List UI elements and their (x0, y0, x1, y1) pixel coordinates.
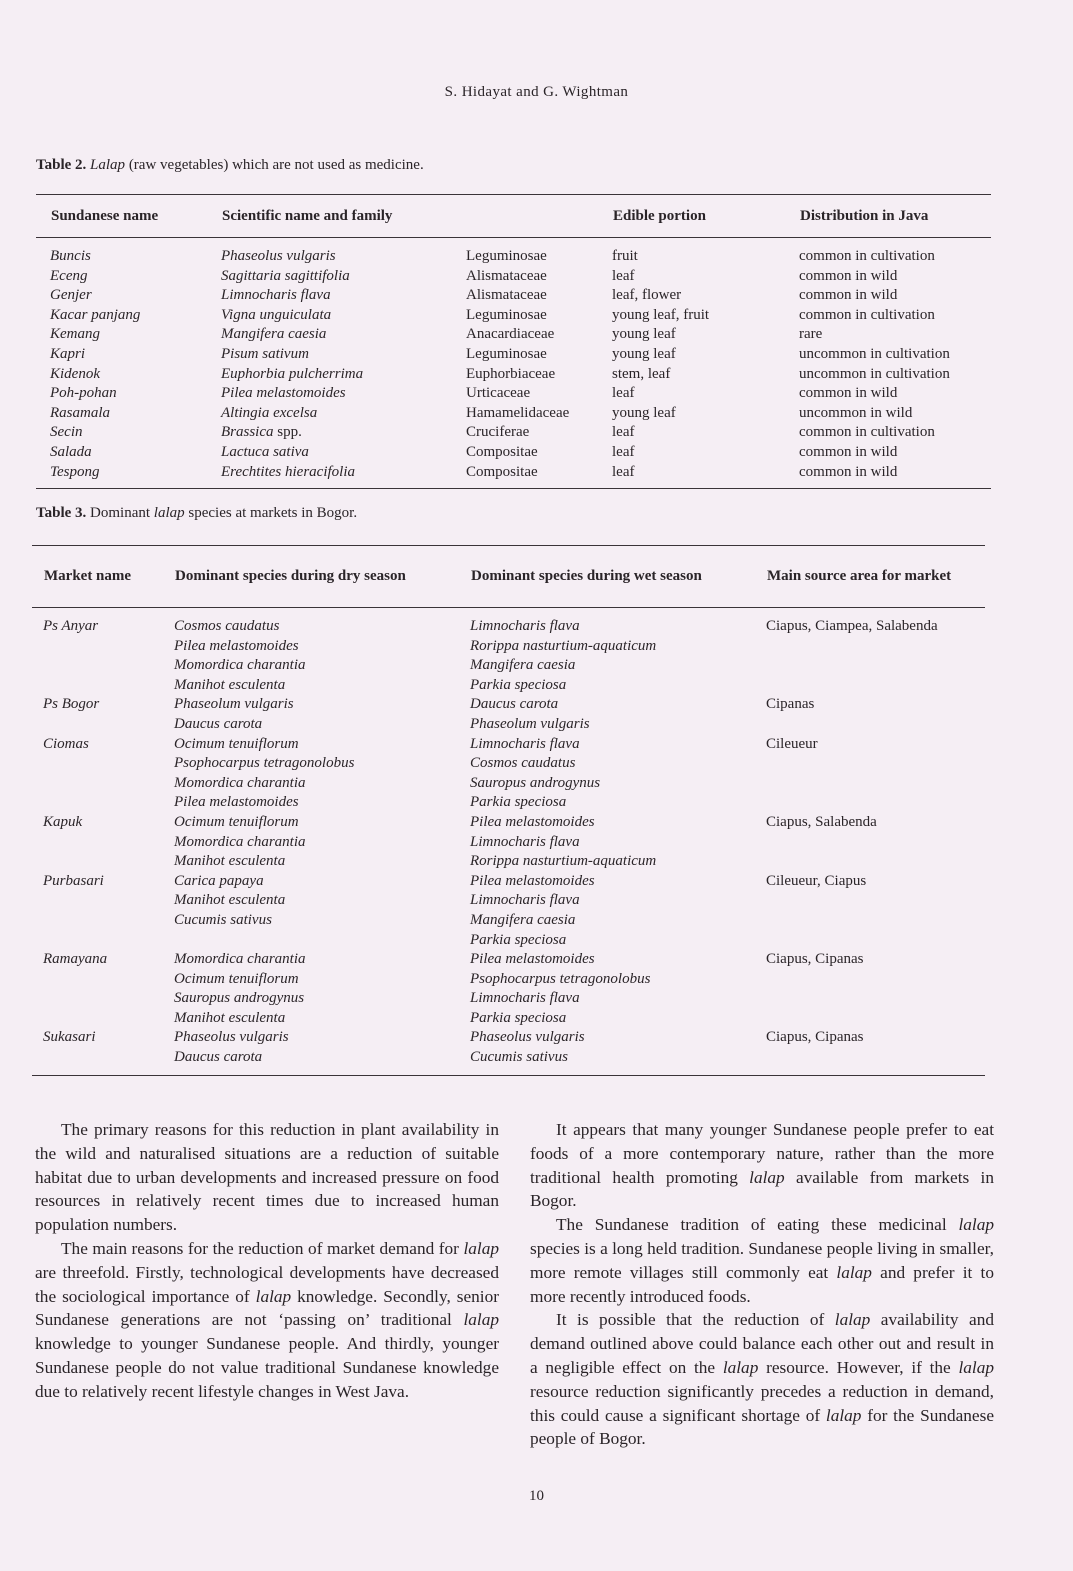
sundanese-name: Kidenok (50, 365, 100, 382)
page-number: 10 (529, 1488, 544, 1504)
family-name: Leguminosae (466, 306, 547, 323)
text-run: The Sundanese tradition of eating these medicinal (556, 1215, 959, 1235)
species-name: Parkia speciosa (470, 931, 567, 948)
species-name: Psophocarpus tetragonolobus (470, 970, 651, 987)
paragraph (530, 1118, 994, 1213)
spacer-cell (36, 345, 50, 365)
scientific-name (221, 345, 466, 365)
species-name: Limnocharis flava (470, 618, 580, 634)
table-row (32, 950, 985, 1028)
family-name: Leguminosae (466, 248, 547, 264)
text-run: It is possible that the reduction of (556, 1310, 835, 1330)
species-name: Momordica charantia (174, 833, 306, 850)
table2-caption (36, 157, 424, 174)
species-name: Momordica charantia (174, 774, 306, 791)
species-name: Parkia speciosa (470, 794, 567, 811)
distribution: common in wild (799, 443, 898, 460)
wet-season-species (470, 872, 766, 950)
table2-caption-italic: Lalap (90, 157, 126, 173)
spacer-cell (36, 306, 50, 326)
species-name: Limnocharis flava (470, 990, 580, 1007)
sundanese-name: Tespong (50, 463, 100, 480)
species-name: Manihot esculenta (174, 1009, 286, 1026)
spacer-cell (32, 813, 43, 872)
text-run: available from markets in Bogor. (530, 1167, 994, 1211)
source-area: Cipanas (766, 696, 815, 713)
species-name: Parkia speciosa (470, 676, 567, 693)
species-name: Psophocarpus tetragonolobus (174, 755, 355, 772)
source-area: Cileueur (766, 735, 818, 752)
species-name: Cucumis sativus (174, 911, 272, 928)
family-name: Cruciferae (466, 424, 530, 441)
italic-term: lalap (958, 1215, 994, 1235)
market-name: Ps Bogor (43, 696, 100, 713)
scientific-binomial: Limnocharis flava (221, 287, 331, 304)
scientific-binomial: Erechtites hieracifolia (221, 463, 355, 480)
distribution: common in cultivation (799, 424, 935, 441)
table2-header-row (36, 194, 991, 238)
wet-season-species (470, 735, 766, 813)
scientific-binomial: Mangifera caesia (221, 326, 327, 343)
table-row (36, 423, 991, 443)
family-name: Urticaceae (466, 385, 531, 402)
sundanese-name: Kapri (50, 345, 86, 362)
paragraph (530, 1308, 994, 1451)
species-name: Pilea melastomoides (174, 794, 299, 811)
wet-season-species (470, 1028, 766, 1067)
body-column-left (35, 1118, 499, 1404)
dry-season-species (174, 950, 470, 1028)
italic-term: lalap (722, 1357, 759, 1377)
distribution: common in cultivation (799, 248, 935, 264)
sundanese-name: Kacar panjang (50, 306, 141, 323)
edible-portion: young leaf (612, 326, 676, 343)
table-row (36, 267, 991, 287)
spacer-cell (36, 238, 50, 267)
species-name: Sauropus androgynus (174, 990, 305, 1007)
paragraph (35, 1118, 499, 1237)
text-run: resource reduction significantly precedes a reduction in demand, this could cause a significant shortage of (530, 1381, 994, 1425)
wet-season-species (470, 813, 766, 872)
distribution: common in wild (799, 267, 898, 284)
scientific-binomial: Euphorbia pulcherrima (221, 365, 364, 382)
wet-season-species (470, 950, 766, 1028)
species-name: Cucumis sativus (470, 1049, 568, 1066)
distribution: common in wild (799, 385, 898, 402)
sundanese-name: Buncis (50, 248, 91, 264)
species-name: Parkia speciosa (470, 1009, 567, 1026)
species-name: Rorippa nasturtium-aquaticum (470, 637, 657, 654)
text-run: availability and demand outlined above could balance each other out and result in a negligible effect on the (530, 1310, 994, 1377)
table-row (36, 325, 991, 345)
edible-portion: young leaf (612, 404, 676, 421)
table3-bottom-rule (32, 1075, 985, 1076)
table3-header-dry: Dominant species during dry season (175, 568, 406, 584)
spacer-cell (32, 607, 43, 695)
scientific-name (221, 238, 466, 267)
italic-term: lalap (958, 1357, 994, 1377)
family-name: Hamamelidaceae (466, 404, 570, 421)
family-name: Euphorbiaceae (466, 365, 556, 382)
italic-term: lalap (749, 1167, 785, 1187)
species-name: Mangifera caesia (470, 911, 576, 928)
table-row (32, 1028, 985, 1067)
text-run: resource. However, if the (758, 1357, 959, 1377)
table-row (32, 607, 985, 695)
body-column-right (530, 1118, 994, 1451)
species-name: Pilea melastomoides (470, 951, 595, 968)
sundanese-name: Poh-pohan (50, 385, 117, 402)
dry-season-species (174, 695, 470, 734)
market-name: Ramayana (43, 951, 108, 968)
species-name: Manihot esculenta (174, 892, 286, 909)
edible-portion: leaf (612, 424, 635, 441)
italic-term: lalap (836, 1262, 872, 1282)
sundanese-name: Eceng (50, 267, 88, 284)
paragraph (530, 1213, 994, 1308)
table3-header-row (32, 545, 985, 607)
table-row (36, 463, 991, 483)
edible-portion: leaf, flower (612, 287, 682, 304)
edible-portion: young leaf (612, 345, 676, 362)
table-row (32, 813, 985, 872)
table3-caption-text: species at markets in Bogor. (188, 505, 358, 521)
species-name: Limnocharis flava (470, 735, 580, 752)
spacer-cell (36, 443, 50, 463)
scientific-name (221, 404, 466, 424)
table3 (32, 545, 985, 1068)
edible-portion: fruit (612, 248, 638, 264)
species-name: Daucus carota (174, 715, 263, 732)
table-row (36, 365, 991, 385)
species-name: Ocimum tenuiflorum (174, 813, 299, 830)
sundanese-name: Rasamala (50, 404, 110, 421)
family-name: Alismataceae (466, 287, 547, 304)
edible-portion: leaf (612, 385, 635, 402)
table-row (36, 345, 991, 365)
species-name: Limnocharis flava (470, 833, 580, 850)
scientific-binomial: Phaseolus vulgaris (221, 248, 336, 264)
italic-term: lalap (255, 1286, 292, 1306)
table2-caption-text: (raw vegetables) which are not used as medicine. (128, 157, 424, 173)
text-run: The main reasons for the reduction of market demand for (61, 1238, 464, 1258)
italic-term: lalap (834, 1310, 871, 1330)
dry-season-species (174, 607, 470, 695)
wet-season-species (470, 695, 766, 734)
species-name: Ocimum tenuiflorum (174, 735, 299, 752)
distribution: common in wild (799, 463, 898, 480)
edible-portion: leaf (612, 267, 635, 284)
text-run: knowledge to younger Sundanese people. And thirdly, younger Sundanese people do not value traditional Sundanese knowledge due to relatively recent lifestyle changes in West Java. (35, 1334, 499, 1401)
scientific-binomial: Vigna unguiculata (221, 306, 332, 323)
text-run: species is a long held tradition. Sundanese people living in smaller, more remote villages still commonly eat (530, 1238, 994, 1282)
spacer-cell (36, 384, 50, 404)
market-name: Kapuk (43, 813, 83, 830)
table2-header-edible: Edible portion (613, 207, 706, 224)
source-area: Ciapus, Ciampea, Salabenda (766, 618, 938, 634)
market-name: Purbasari (43, 872, 104, 889)
species-name: Manihot esculenta (174, 853, 286, 870)
family-name: Compositae (466, 443, 538, 460)
dry-season-species (174, 872, 470, 950)
species-name: Pilea melastomoides (470, 872, 595, 889)
scientific-binomial: Lactuca sativa (221, 443, 309, 460)
scientific-name (221, 267, 466, 287)
sundanese-name: Secin (50, 424, 83, 441)
family-name: Compositae (466, 463, 538, 480)
scientific-name (221, 463, 466, 483)
table2-header-distribution: Distribution in Java (800, 207, 929, 224)
edible-portion: stem, leaf (612, 365, 671, 382)
species-name: Phaseolus vulgaris (174, 1029, 289, 1046)
source-area: Cileueur, Ciapus (766, 872, 867, 889)
species-name: Ocimum tenuiflorum (174, 970, 299, 987)
spacer-cell (36, 286, 50, 306)
market-name: Ciomas (43, 735, 89, 752)
spacer-cell (36, 463, 50, 483)
scientific-name (221, 443, 466, 463)
species-name: Phaseolum vulgaris (470, 715, 590, 732)
source-area: Ciapus, Cipanas (766, 951, 864, 968)
table3-caption (36, 505, 357, 522)
distribution: common in wild (799, 287, 898, 304)
table3-caption-pre: Dominant (90, 505, 151, 521)
text-run: It appears that many younger Sundanese people prefer to eat foods of a more contemporary nature, rather than the more traditional health promoting (530, 1120, 994, 1187)
italic-term: lalap (463, 1238, 499, 1258)
distribution: uncommon in wild (799, 404, 913, 421)
table-row (36, 306, 991, 326)
running-header: S. Hidayat and G. Wightman (444, 84, 629, 100)
dry-season-species (174, 735, 470, 813)
table-row (32, 735, 985, 813)
market-name: Sukasari (43, 1029, 96, 1046)
species-name: Daucus carota (174, 1049, 263, 1066)
text-run: and prefer it to more recently introduced foods. (530, 1262, 994, 1306)
table3-header-wet: Dominant species during wet season (471, 568, 702, 584)
table-row (36, 384, 991, 404)
dry-season-species (174, 1028, 470, 1067)
distribution: common in cultivation (799, 306, 935, 323)
italic-term: lalap (825, 1405, 862, 1425)
scientific-binomial: Pilea melastomoides (221, 385, 346, 402)
species-name: Cosmos caudatus (174, 618, 280, 634)
scientific-name (221, 325, 466, 345)
table2 (36, 194, 991, 482)
species-name: Phaseolus vulgaris (470, 1029, 585, 1046)
table-row (32, 695, 985, 734)
text-run: are threefold. Firstly, technological developments have decreased the sociological importance of (35, 1262, 499, 1306)
italic-term: lalap (463, 1310, 499, 1330)
market-name: Ps Anyar (43, 618, 99, 634)
table3-caption-label: Table 3. (36, 505, 87, 521)
source-area: Ciapus, Cipanas (766, 1029, 864, 1046)
species-name: Mangifera caesia (470, 657, 576, 674)
distribution: rare (799, 326, 823, 343)
scientific-binomial: Altingia excelsa (221, 404, 318, 421)
sundanese-name: Kemang (50, 326, 100, 343)
sundanese-name: Salada (50, 443, 92, 460)
species-name: Rorippa nasturtium-aquaticum (470, 853, 657, 870)
species-name: Pilea melastomoides (174, 637, 299, 654)
source-area: Ciapus, Salabenda (766, 813, 877, 830)
scientific-name (221, 306, 466, 326)
species-name: Cosmos caudatus (470, 755, 576, 772)
sundanese-name: Genjer (50, 287, 92, 304)
table3-header-source: Main source area for market (767, 568, 952, 584)
edible-portion: leaf (612, 443, 635, 460)
species-name: Pilea melastomoides (470, 813, 595, 830)
spacer-cell (32, 872, 43, 950)
species-name: Momordica charantia (174, 657, 306, 674)
text-run: The primary reasons for this reduction in plant availability in the wild and naturalised situations are a reduction of suitable habitat due to urban developments and increased pressure on food resources in relatively recent times due to increased human population numbers. (35, 1120, 499, 1235)
species-name: Momordica charantia (174, 951, 306, 968)
spacer-cell (32, 735, 43, 813)
scientific-binomial: Pisum sativum (221, 345, 309, 362)
table-row (32, 872, 985, 950)
family-name: Alismataceae (466, 267, 547, 284)
spacer-cell (36, 365, 50, 385)
table-row (36, 286, 991, 306)
table-row (36, 404, 991, 424)
spacer-cell (32, 950, 43, 1028)
dry-season-species (174, 813, 470, 872)
distribution: uncommon in cultivation (799, 365, 950, 382)
scientific-name (221, 423, 466, 443)
species-name: Phaseolum vulgaris (174, 696, 294, 713)
table3-header-market: Market name (44, 568, 132, 584)
table2-header-sundanese: Sundanese name (51, 207, 159, 224)
text-run: knowledge. Secondly, senior Sundanese generations are not ‘passing on’ traditional (35, 1286, 499, 1330)
scientific-name (221, 384, 466, 404)
scientific-name (221, 286, 466, 306)
table2-bottom-rule (36, 488, 991, 489)
edible-portion: young leaf, fruit (612, 306, 710, 323)
scientific-binomial: Sagittaria sagittifolia (221, 267, 350, 284)
edible-portion: leaf (612, 463, 635, 480)
species-name: Sauropus androgynus (470, 774, 601, 791)
spacer-cell (36, 267, 50, 287)
table-row (36, 238, 991, 267)
table-row (36, 443, 991, 463)
spacer-cell (36, 404, 50, 424)
spacer-cell (32, 1028, 43, 1067)
spacer-cell (32, 695, 43, 734)
scientific-binomial: Brassica (221, 424, 274, 441)
paragraph (35, 1237, 499, 1404)
distribution: uncommon in cultivation (799, 345, 950, 362)
scientific-name (221, 365, 466, 385)
text-run: for the Sundanese people of Bogor. (530, 1405, 994, 1449)
family-name: Anacardiaceae (466, 326, 555, 343)
wet-season-species (470, 607, 766, 695)
table2-header-scientific: Scientific name and family (222, 207, 393, 224)
species-name: Limnocharis flava (470, 892, 580, 909)
spacer-cell (36, 423, 50, 443)
table3-caption-italic: lalap (153, 505, 185, 521)
species-name: Manihot esculenta (174, 676, 286, 693)
species-name: Carica papaya (174, 872, 264, 889)
scientific-suffix: spp. (273, 424, 302, 441)
table2-caption-label: Table 2. (36, 157, 87, 173)
family-name: Leguminosae (466, 345, 547, 362)
species-name: Daucus carota (470, 696, 559, 713)
spacer-cell (36, 325, 50, 345)
